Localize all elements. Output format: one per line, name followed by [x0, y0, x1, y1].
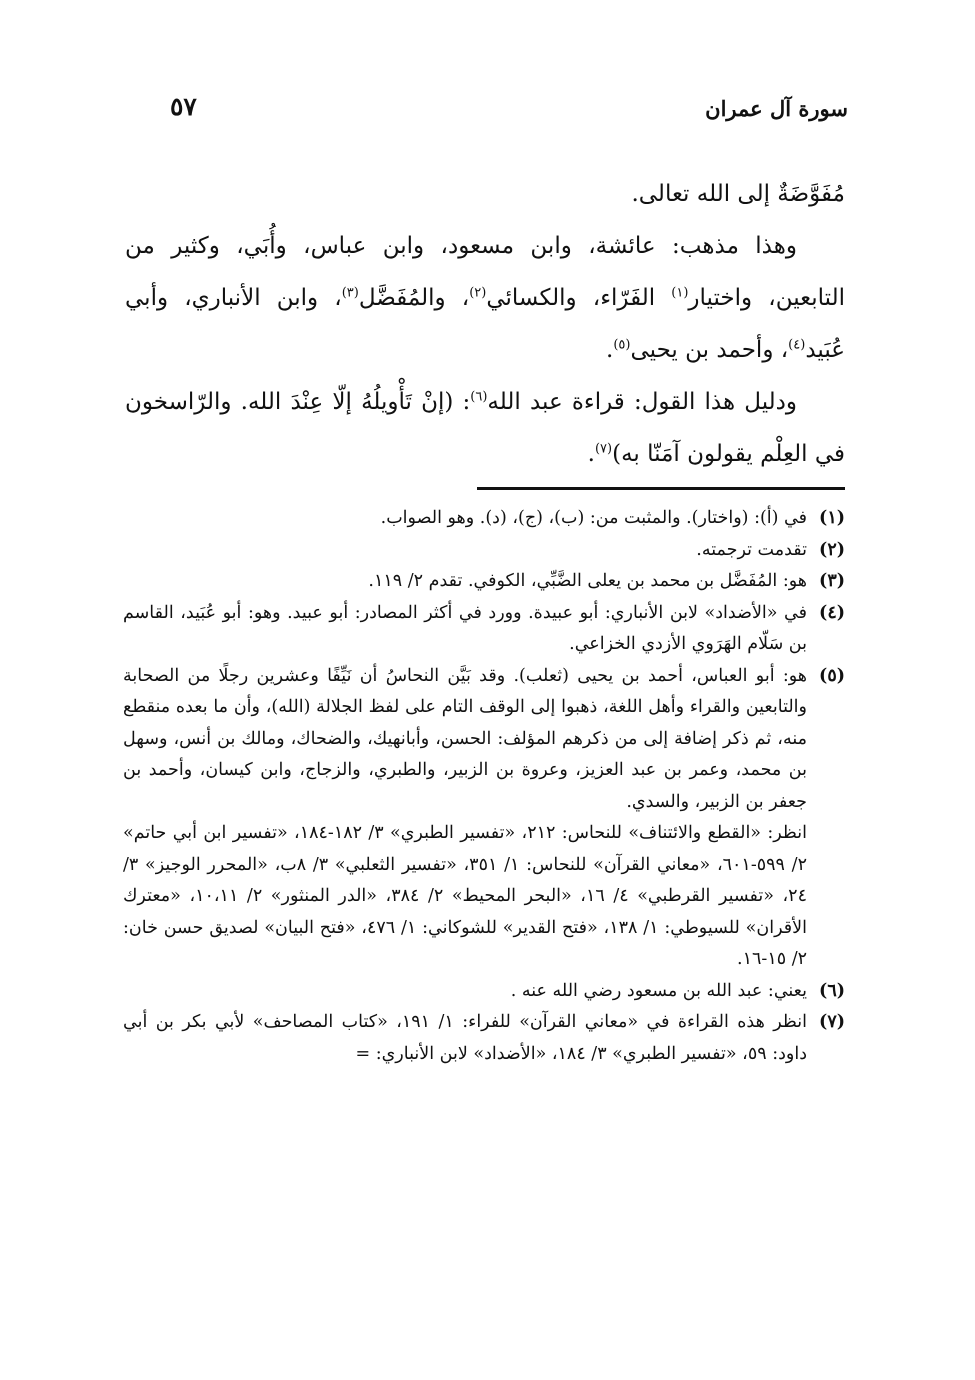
- page-number: ٥٧: [170, 92, 197, 121]
- footnote-text: تقدمت ترجمته.: [696, 539, 807, 560]
- footnote-text: في (أ): (واختار). والمثبت من: (ب)، (ج)، (د). وهو الصواب.: [380, 508, 807, 528]
- footnote-6: [123, 976, 845, 1008]
- footnote-ref-1[interactable]: (١): [671, 285, 689, 301]
- footnote-sources: انظر: «القطع والائتناف» للنحاس: ٢١٢، «تفسير الطبري» ٣/ ١٨٢-١٨٤، «تفسير ابن أبي حاتم» ٢/ ٥٩٩-٦٠١، «معاني القرآن» للنحاس: ١/ ٣٥١، «تفسير الثعلبي» ٣/ ٨ب، «المحرر الوجيز» ٣/ ٢٤، «تفسير القرطبي» ٤/ ١٦، «البحر المحيط» ٢/ ٣٨٤، «الدر المنثور» ٢/ ١٠،١١، «معترك الأقران» للسيوطي: ١/ ١٣٨، «فتح القدير» للشوكاني: ١/ ٤٧٦، «فتح البيان» لصديق حسن خان: ٢/ ١٥-١٦.: [123, 823, 807, 969]
- footnote-number: (٥): [819, 665, 845, 686]
- footnote-text: انظر هذه القراءة في «معاني القرآن» للفراء: ١/ ١٩١، «كتاب المصاحف» لأبي بكر بن أبي داود: ٥٩، «تفسير الطبري» ٣/ ١٨٤، «الأضداد» لابن الأنباري: =: [123, 1012, 807, 1064]
- footnote-divider: [477, 487, 845, 490]
- opening-line: مُفَوَّضَةٌ إلى الله تعالى.: [631, 181, 845, 207]
- paragraph-scholars: وهذا مذهب: عائشة، وابن مسعود، وابن عباس، وأُبَي، وكثير من التابعين، واختيار$^{(١)}$ الفَرّاء، والكسائي$^{(٢)}$، والمُفَضَّل$^{(٣)}$، وابن الأنباري، وأبي عُبَيد$^{(٤)}$، وأحمد بن يحيى$^{(٥)}$.: [125, 233, 845, 363]
- footnote-number: (١): [819, 508, 845, 528]
- paragraph-evidence: ودليل هذا القول: قراءة عبد الله$^{(٦)}$: (إنْ تَأْويلُهُ إلّا عِنْدَ الله. والرّاسخون في العِلْم يقولون آمَنّا به)$^{(٧)}$.: [125, 389, 845, 467]
- footnote-text: هو: المُفَضَّل بن محمد بن يعلى الضَّبِّي، الكوفي. تقدم ٢/ ١١٩.: [368, 571, 807, 591]
- footnote-5: [123, 661, 845, 976]
- footnotes: [123, 503, 845, 1070]
- page-header: [130, 92, 848, 136]
- footnote-number: (٤): [819, 602, 845, 623]
- footnote-ref-7[interactable]: (٧): [594, 441, 613, 457]
- footnote-number: (٦): [819, 980, 845, 1001]
- footnote-4: [123, 598, 845, 661]
- footnote-text: يعني: عبد الله بن مسعود رضي الله عنه .: [510, 980, 807, 1001]
- footnote-text: في «الأضداد» لابن الأنباري: أبو عبيدة. وورد في أكثر المصادر: أبو عبيد. وهو: أبو عُبَيد، القاسم بن سَلّام الهَرَوي الأزدي الخزاعي.: [123, 602, 807, 654]
- footnote-number: (٢): [819, 539, 845, 560]
- running-title: سورة آل عمران: [705, 96, 848, 121]
- footnote-7: [123, 1007, 845, 1070]
- footnote-number: (٣): [819, 571, 845, 591]
- footnote-number: (٧): [819, 1012, 845, 1032]
- footnote-ref-4[interactable]: (٤): [788, 337, 806, 353]
- main-text: [125, 168, 845, 480]
- footnote-ref-3[interactable]: (٣): [341, 285, 359, 301]
- footnote-3: [123, 566, 845, 598]
- footnote-2: [123, 535, 845, 567]
- footnote-1: [123, 503, 845, 535]
- footnote-ref-5[interactable]: (٥): [613, 337, 631, 353]
- footnote-ref-2[interactable]: (٢): [469, 285, 487, 301]
- footnote-ref-6[interactable]: (٦): [470, 389, 488, 405]
- footnote-text: هو: أبو العباس، أحمد بن يحيى (ثعلب). وقد بَيَّن النحاسُ أن نَيِّفًا وعشرين رجلًا من الصحابة والتابعين والقراء وأهل اللغة، ذهبوا إلى الوقف التام على لفظ الجلالة (الله)، وأن ما بعده منقطع منه، ثم ذكر إضافة إلى من ذكرهم المؤلف: الحسن، وأبانهيك، والضحاك، ومالك بن أنس، وسهل بن محمد، وعمر بن عبد العزيز، وعروة بن الزبير، والطبري، والزجاج، وابن كيسان، وأحمد بن جعفر بن الزبير، والسدي.: [123, 665, 807, 812]
